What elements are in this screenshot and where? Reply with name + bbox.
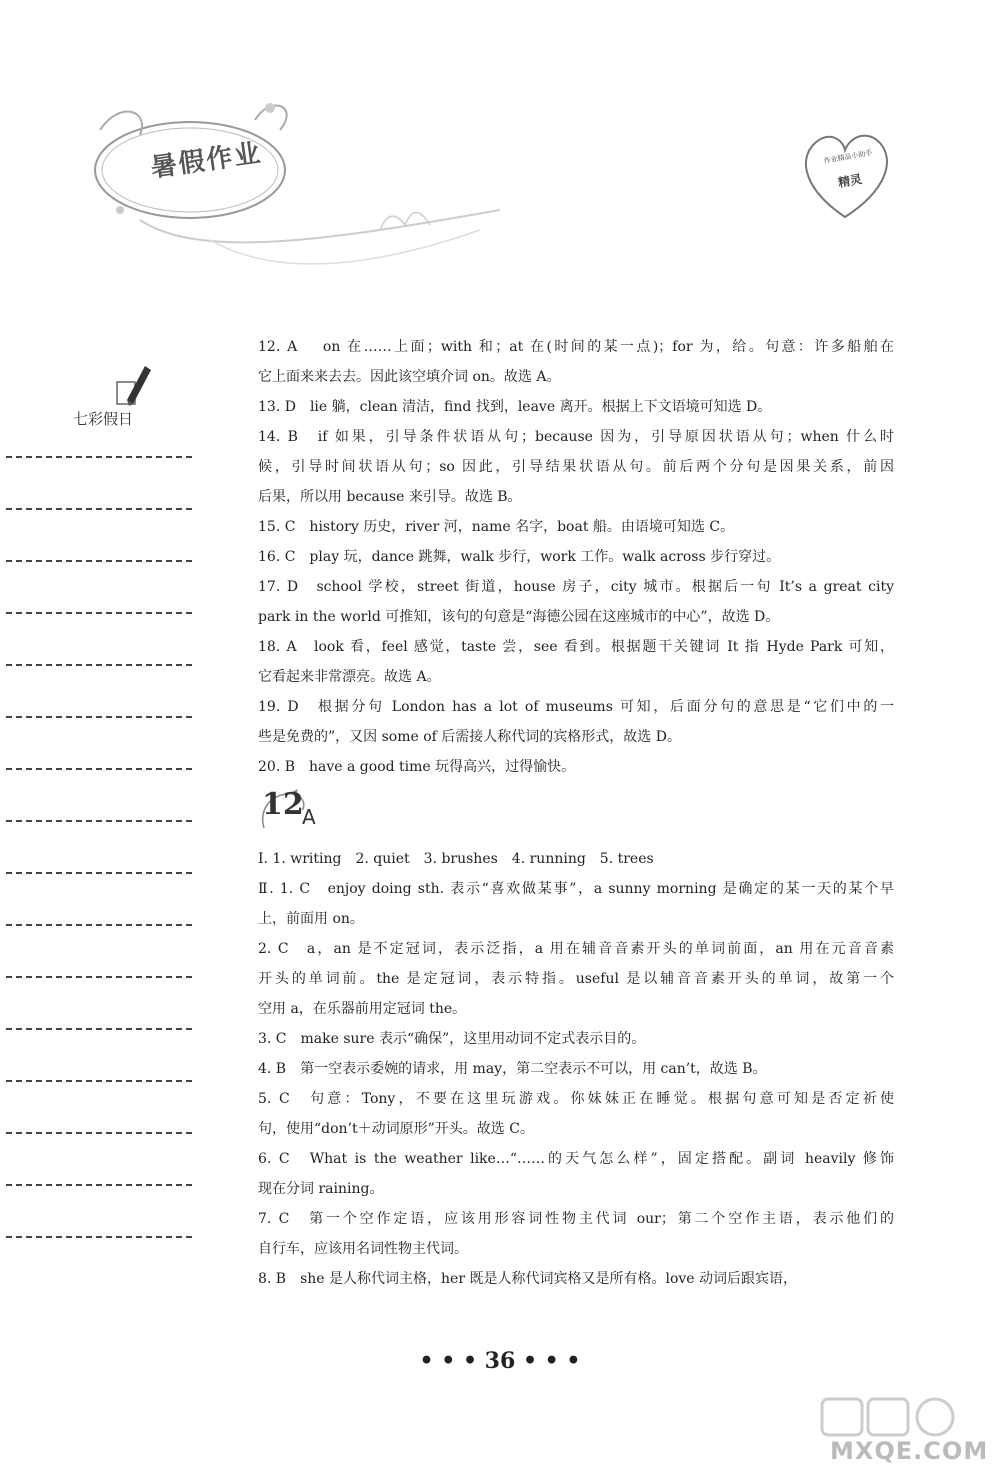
note-line [6,560,192,562]
answer-item [258,874,894,934]
sidebar-title: 七彩假日 [73,410,134,428]
note-line [6,664,192,666]
answer-line: 2. C a，an 是不定冠词，表示泛指，a 用在辅音音素开头的单词前面，an 用在元音音素 [258,941,894,957]
answer-item [258,392,894,422]
watermark-url: MXQE.COM [830,1437,989,1465]
answer-item [258,1054,894,1084]
note-line [6,1236,192,1238]
section-header [258,788,894,840]
answer-line: 16. C play 玩，dance 跳舞，walk 步行，work 工作。walk across 步行穿过。 [258,549,781,565]
answer-item [258,1204,894,1264]
answer-line: 6. C What is the weather like…“……的天气怎么样”，固定搭配。副词 heavily 修饰 [258,1151,894,1167]
note-line [6,1028,192,1030]
answer-line: 7. C 第一个空作定语，应该用形容词性物主代词 our；第二个空作主语，表示他们的 [258,1211,894,1227]
answer-line: 19. D 根据分句 London has a lot of museums 可知，后面分句的意思是“它们中的一 [258,699,894,715]
answer-item [258,332,894,392]
note-line [6,1080,192,1082]
sidebar-notes [0,360,200,1260]
note-line [6,1184,192,1186]
answer-line: 15. C history 历史，river 河，name 名字，boat 船。由语境可知选 C。 [258,519,735,535]
answer-line: park in the world 可推知，该句的句意是“海德公园在这座城市的中心”，故选 D。 [258,609,780,625]
answer-item [258,572,894,632]
header-floral-ornament [80,90,540,310]
badge-caption: 作业精品小助手 [823,148,873,166]
answer-line: 17. D school 学校，street 街道，house 房子，city 城市。根据后一句 It’s a great city [258,579,894,595]
answer-line: Ⅰ. 1. writing 2. quiet 3. brushes 4. running 5. trees [258,851,654,867]
section-letter: A [302,805,316,829]
answer-line: 13. D lie 躺，clean 清洁，find 找到，leave 离开。根据上下文语境可知选 D。 [258,399,772,415]
answer-line: 14. B if 如果，引导条件状语从句；because 因为，引导原因状语从句；when 什么时 [258,429,894,445]
note-line [6,976,192,978]
answer-item [258,1084,894,1144]
answer-item [258,934,894,1024]
answer-line: 它上面来来去去。因此该空填介词 on。故选 A。 [258,369,561,385]
note-line [6,508,192,510]
answer-item [258,1024,894,1054]
answer-line: 现在分词 raining。 [258,1181,384,1197]
answer-line: 上，前面用 on。 [258,911,364,927]
answer-item [258,632,894,692]
section-number: 12 [262,787,304,822]
answer-line: 些是免费的”，又因 some of 后需接人称代词的宾格形式，故选 D。 [258,729,681,745]
answer-line: 5. C 句意：Tony，不要在这里玩游戏。你妹妹正在睡觉。根据句意可知是否定祈使 [258,1091,894,1107]
answer-item [258,844,894,874]
note-line [6,1132,192,1134]
badge-word: 精灵 [837,172,864,190]
note-line [6,768,192,770]
pen-icon [115,360,155,408]
answer-line: 20. B have a good time 玩得高兴，过得愉快。 [258,759,576,775]
answers-part-1 [258,332,894,782]
answer-line: 12. A on 在……上面；with 和；at 在(时间的某一点)；for 为，给。句意：许多船舶在 [258,339,894,355]
note-line [6,924,192,926]
answer-content [258,332,894,1294]
note-line [6,716,192,718]
note-line [6,612,192,614]
answer-line: 开头的单词前。the 是定冠词，表示特指。useful 是以辅音音素开头的单词，故第一个 [258,971,894,987]
answer-item [258,1144,894,1204]
answer-line: 8. B she 是人称代词主格，her 既是人称代词宾格又是所有格。love 动词后跟宾语， [258,1271,798,1287]
answer-line: Ⅱ. 1. C enjoy doing sth. 表示“喜欢做某事”，a sunny morning 是确定的某一天的某个早 [258,881,894,897]
answer-item [258,512,894,542]
note-line [6,456,192,458]
answer-line: 后果，所以用 because 来引导。故选 B。 [258,489,522,505]
note-line [6,820,192,822]
header-title: 暑假作业 [148,138,265,184]
page-number: • • • 36 • • • [419,1348,581,1374]
answer-line: 空用 a，在乐器前用定冠词 the。 [258,1001,467,1017]
answers-part-2 [258,844,894,1294]
answer-line: 3. C make sure 表示“确保”，这里用动词不定式表示目的。 [258,1031,646,1047]
answer-item [258,542,894,572]
answer-line: 候，引导时间状语从句；so 因此，引导结果状语从句。前后两个分句是因果关系，前因 [258,459,894,475]
answer-line: 自行车，应该用名词性物主代词。 [258,1241,468,1257]
answer-item [258,1264,894,1294]
answer-item [258,752,894,782]
answer-line: 句，使用“don’t＋动词原形”开头。故选 C。 [258,1121,534,1137]
answer-item [258,692,894,752]
answer-line: 它看起来非常漂亮。故选 A。 [258,669,441,685]
answer-line: 18. A look 看，feel 感觉，taste 尝，see 看到。根据题干关键词 It 指 Hyde Park 可知， [258,639,894,655]
note-line [6,872,192,874]
answer-item [258,422,894,512]
answer-line: 4. B 第一空表示委婉的请求，用 may，第二空表示不可以，用 can’t，故选 B。 [258,1061,767,1077]
